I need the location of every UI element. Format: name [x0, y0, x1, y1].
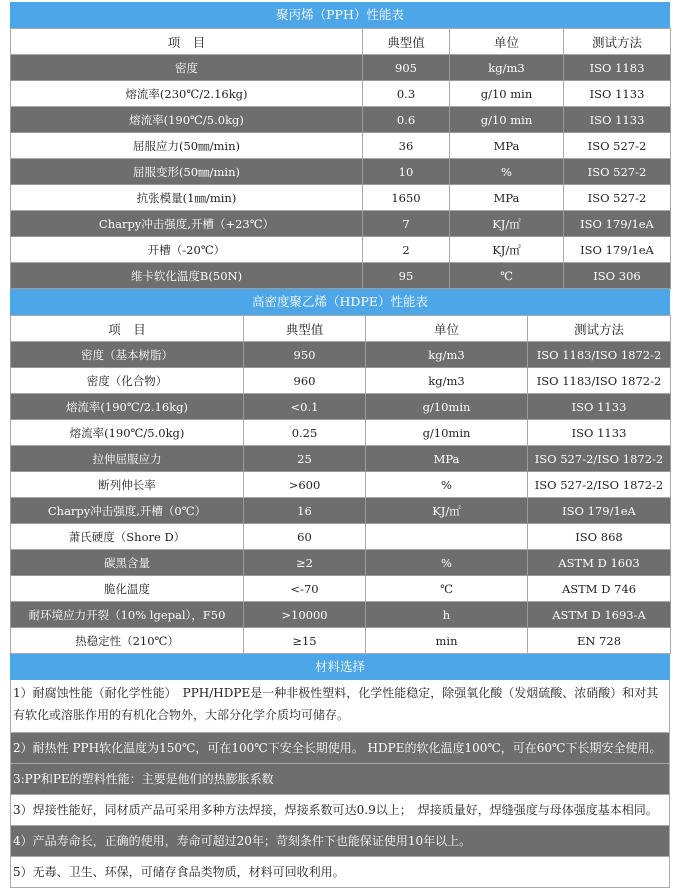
note-non-toxic: 5）无毒、卫生、环保，可储存食品类物质，材料可回收利用。: [10, 857, 670, 888]
property-cell: 萧氏硬度（Shore D）: [11, 524, 244, 550]
note-corrosion-resistance: 1）耐腐蚀性能（耐化学性能） PPH/HDPE是一种非极性塑料，化学性能稳定，除强氧化酸（发烟硫酸、浓硝酸）和对其有软化或溶胀作用的有机化合物外，大部分化学介质均可储存。: [10, 680, 670, 733]
typical-value-cell: 1650: [363, 185, 450, 211]
column-header: 典型值: [363, 29, 450, 55]
typical-value-cell: 60: [244, 524, 366, 550]
note-thermal-expansion: 3:PP和PE的塑料性能：主要是他们的热膨胀系数: [10, 764, 670, 795]
typical-value-cell: 960: [244, 368, 366, 394]
property-cell: 脆化温度: [11, 576, 244, 602]
test-method-cell: EN 728: [528, 628, 671, 654]
table-row: [11, 263, 671, 289]
test-method-cell: ISO 527-2/ISO 1872-2: [528, 472, 671, 498]
typical-value-cell: 905: [363, 55, 450, 81]
column-header: 单位: [450, 29, 564, 55]
property-cell: Charpy冲击强度,开槽（+23℃）: [11, 211, 363, 237]
test-method-cell: ISO 527-2/ISO 1872-2: [528, 446, 671, 472]
test-method-cell: ISO 179/1eA: [564, 211, 671, 237]
materials-notes: [10, 680, 670, 888]
test-method-cell: ISO 527-2: [564, 133, 671, 159]
unit-cell: g/10 min: [450, 107, 564, 133]
unit-cell: h: [366, 602, 528, 628]
column-header: 典型值: [244, 316, 366, 342]
typical-value-cell: 25: [244, 446, 366, 472]
test-method-cell: ISO 179/1eA: [528, 498, 671, 524]
table-row: [11, 394, 671, 420]
typical-value-cell: >600: [244, 472, 366, 498]
unit-cell: MPa: [366, 446, 528, 472]
unit-cell: kg/m3: [450, 55, 564, 81]
unit-cell: g/10min: [366, 420, 528, 446]
unit-cell: KJ/㎡: [366, 498, 528, 524]
table-row: [11, 211, 671, 237]
unit-cell: kg/m3: [366, 342, 528, 368]
table-row: [11, 159, 671, 185]
column-header: 测试方法: [528, 316, 671, 342]
unit-cell: KJ/㎡: [450, 211, 564, 237]
unit-cell: %: [366, 550, 528, 576]
property-cell: 密度（化合物）: [11, 368, 244, 394]
test-method-cell: ISO 1183/ISO 1872-2: [528, 368, 671, 394]
typical-value-cell: ≥2: [244, 550, 366, 576]
typical-value-cell: <-70: [244, 576, 366, 602]
test-method-cell: ISO 527-2: [564, 159, 671, 185]
unit-cell: KJ/㎡: [450, 237, 564, 263]
typical-value-cell: 10: [363, 159, 450, 185]
property-cell: 抗张模量(1㎜/min): [11, 185, 363, 211]
test-method-cell: ISO 868: [528, 524, 671, 550]
property-cell: 熔流率(190℃/5.0kg): [11, 420, 244, 446]
typical-value-cell: >10000: [244, 602, 366, 628]
table-row: [11, 185, 671, 211]
typical-value-cell: ≥15: [244, 628, 366, 654]
pph-title-bar: 聚丙烯（PPH）性能表: [10, 2, 670, 28]
hdpe-properties-table: [10, 315, 671, 654]
table-row: [11, 576, 671, 602]
test-method-cell: ISO 1183/ISO 1872-2: [528, 342, 671, 368]
test-method-cell: ISO 1183: [564, 55, 671, 81]
table-row: [11, 472, 671, 498]
typical-value-cell: 0.3: [363, 81, 450, 107]
property-cell: 热稳定性（210℃）: [11, 628, 244, 654]
table-row: [11, 420, 671, 446]
unit-cell: ℃: [366, 576, 528, 602]
property-cell: 维卡软化温度B(50N): [11, 263, 363, 289]
table-row: [11, 602, 671, 628]
table-row: [11, 628, 671, 654]
test-method-cell: ISO 179/1eA: [564, 237, 671, 263]
table-row: [11, 498, 671, 524]
column-header: 项 目: [11, 29, 363, 55]
column-header: 单位: [366, 316, 528, 342]
unit-cell: %: [366, 472, 528, 498]
unit-cell: MPa: [450, 185, 564, 211]
test-method-cell: ISO 1133: [528, 420, 671, 446]
typical-value-cell: 0.6: [363, 107, 450, 133]
property-cell: 断列伸长率: [11, 472, 244, 498]
hdpe-title-bar: 高密度聚乙烯（HDPE）性能表: [10, 289, 670, 315]
property-cell: 密度（基本树脂）: [11, 342, 244, 368]
table-row: [11, 55, 671, 81]
property-cell: 耐环境应力开裂（10% lgepal），F50: [11, 602, 244, 628]
unit-cell: g/10 min: [450, 81, 564, 107]
property-cell: 碳黑含量: [11, 550, 244, 576]
test-method-cell: ISO 1133: [564, 81, 671, 107]
property-cell: 密度: [11, 55, 363, 81]
table-row: [11, 342, 671, 368]
column-header: 项 目: [11, 316, 244, 342]
table-header-row: [11, 29, 671, 55]
property-cell: 熔流率(190℃/2.16kg): [11, 394, 244, 420]
pph-properties-table: [10, 28, 671, 289]
table-row: [11, 107, 671, 133]
unit-cell: ℃: [450, 263, 564, 289]
unit-cell: %: [450, 159, 564, 185]
unit-cell: kg/m3: [366, 368, 528, 394]
typical-value-cell: 950: [244, 342, 366, 368]
test-method-cell: ISO 1133: [528, 394, 671, 420]
unit-cell: g/10min: [366, 394, 528, 420]
typical-value-cell: 16: [244, 498, 366, 524]
property-cell: 熔流率(190℃/5.0kg): [11, 107, 363, 133]
table-row: [11, 446, 671, 472]
typical-value-cell: 36: [363, 133, 450, 159]
test-method-cell: ISO 1133: [564, 107, 671, 133]
test-method-cell: ISO 527-2: [564, 185, 671, 211]
test-method-cell: ISO 306: [564, 263, 671, 289]
note-weldability: 3）焊接性能好，同材质产品可采用多种方法焊接，焊接系数可达0.9以上； 焊接质量好，焊缝强度与母体强度基本相同。: [10, 795, 670, 826]
unit-cell: MPa: [450, 133, 564, 159]
typical-value-cell: <0.1: [244, 394, 366, 420]
note-service-life: 4）产品寿命长，正确的使用，寿命可超过20年；苛刻条件下也能保证使用10年以上。: [10, 826, 670, 857]
typical-value-cell: 2: [363, 237, 450, 263]
column-header: 测试方法: [564, 29, 671, 55]
table-row: [11, 133, 671, 159]
table-row: [11, 237, 671, 263]
materials-title-bar: 材料选择: [10, 654, 670, 680]
note-heat-resistance: 2）耐热性 PPH软化温度为150℃，可在100℃下安全长期使用。 HDPE的软化温度100℃，可在60℃下长期安全使用。: [10, 733, 670, 764]
unit-cell: [366, 524, 528, 550]
table-header-row: [11, 316, 671, 342]
table-row: [11, 524, 671, 550]
typical-value-cell: 7: [363, 211, 450, 237]
test-method-cell: ASTM D 1693-A: [528, 602, 671, 628]
table-row: [11, 81, 671, 107]
table-row: [11, 368, 671, 394]
property-cell: 屈服应力(50㎜/min): [11, 133, 363, 159]
property-cell: 屈服变形(50㎜/min): [11, 159, 363, 185]
typical-value-cell: 95: [363, 263, 450, 289]
test-method-cell: ASTM D 1603: [528, 550, 671, 576]
unit-cell: min: [366, 628, 528, 654]
test-method-cell: ASTM D 746: [528, 576, 671, 602]
table-row: [11, 550, 671, 576]
typical-value-cell: 0.25: [244, 420, 366, 446]
property-cell: 开槽（-20℃）: [11, 237, 363, 263]
property-cell: 熔流率(230℃/2.16kg): [11, 81, 363, 107]
property-cell: 拉伸屈服应力: [11, 446, 244, 472]
property-cell: Charpy冲击强度,开槽（0℃）: [11, 498, 244, 524]
